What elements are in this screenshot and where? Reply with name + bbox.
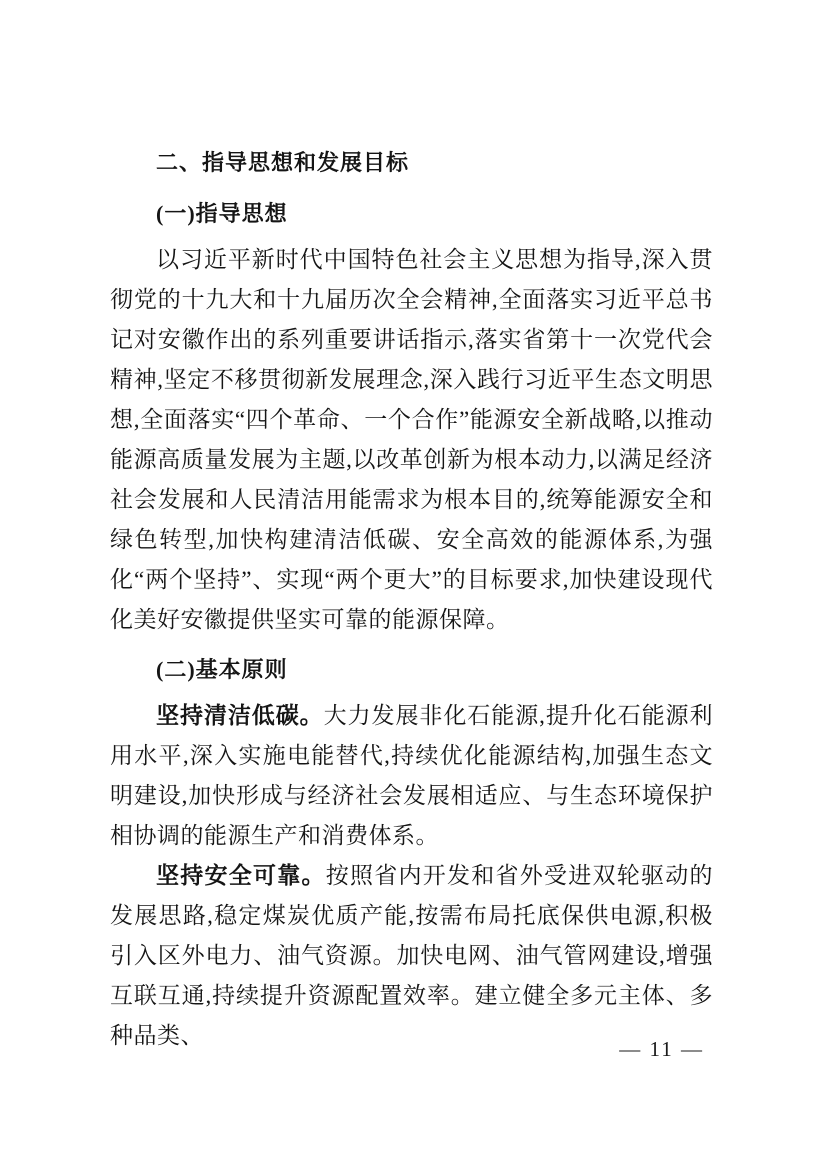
paragraph-lead: 坚持清洁低碳。 xyxy=(156,703,324,728)
subsection-heading-basic-principles: (二)基本原则 xyxy=(156,657,288,682)
paragraph-text: 按照省内开发和省外受进双轮驱动的发展思路,稳定煤炭优质产能,按需布局托底保供电源,积极引入区外电力、油气资源。加快电网、油气管网建设,增强互联互通,持续提升资源配置效率。建立健全多元主体、多种品类、 xyxy=(110,863,713,1048)
body-paragraph xyxy=(110,856,713,1056)
section-heading: 二、指导思想和发展目标 xyxy=(156,151,410,176)
body-paragraph xyxy=(110,696,713,856)
subsection-heading-guiding-ideology: (一)指导思想 xyxy=(156,201,288,226)
paragraph-text: 大力发展非化石能源,提升化石能源利用水平,深入实施电能替代,持续优化能源结构,加强生态文明建设,加快形成与经济社会发展相适应、与生态环境保护相协调的能源生产和消费体系。 xyxy=(110,703,714,848)
paragraph-text: 以习近平新时代中国特色社会主义思想为指导,深入贯彻党的十九大和十九届历次全会精神,全面落实习近平总书记对安徽作出的系列重要讲话指示,落实省第十一次党代会精神,坚定不移贯彻新发展理念,深入践行习近平生态文明思想,全面落实“四个革命、一个合作”能源安全新战略,以推动能源高质量发展为主题,以改革创新为根本动力,以满足经济社会发展和人民清洁用能需求为根本目的,统筹能源安全和绿色转型,加快构建清洁低碳、安全高效的能源体系,为强化“两个坚持”、实现“两个更大”的目标要求,加快建设现代化美好安徽提供坚实可靠的能源保障。 xyxy=(110,247,713,632)
body-paragraph xyxy=(110,240,713,640)
page-number: — 11 — xyxy=(619,1037,704,1061)
paragraph-lead: 坚持安全可靠。 xyxy=(156,863,326,888)
